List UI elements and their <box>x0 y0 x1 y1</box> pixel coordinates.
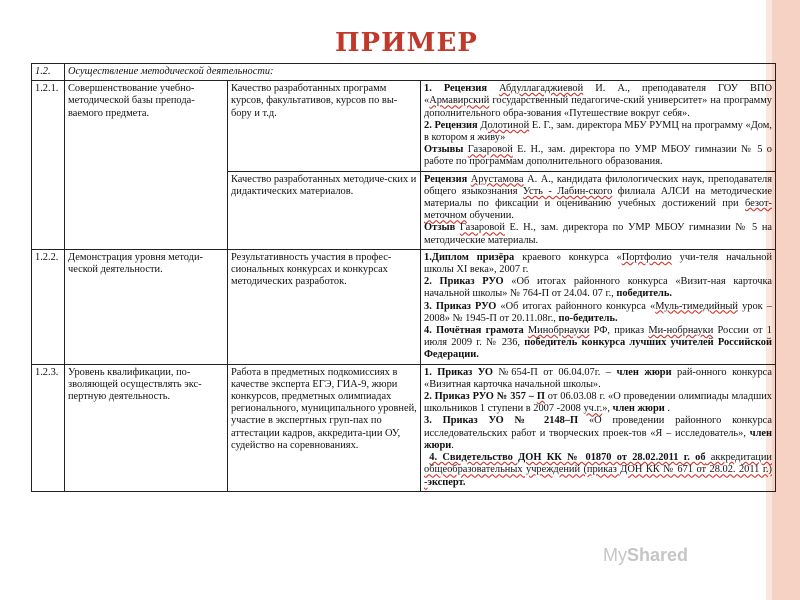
section-header-row <box>32 64 776 81</box>
indicator-cell: Качество разработанных методиче-ских и дидактических материалов. <box>228 171 421 249</box>
criterion-cell: Демонстрация уровня методи-ческой деятельности. <box>65 249 228 364</box>
criterion-cell: Уровень квалификации, по-зволяющей осуществлять экс-пертную деятельность. <box>65 364 228 491</box>
indicator-cell: Результативность участия в профес-сиональных конкурсах и конкурсах методических разработок. <box>228 249 421 364</box>
evidence-item: 1. Рецензия Абдуллагаджиевой И. А., преподавателя ГОУ ВПО «Армавирский государственный педагогиче-ский университет» на программу дополнительного обра-зования «Путешествие вокруг себя». <box>424 83 772 119</box>
evidence-item: 1.Диплом призёра краевого конкурса «Портфолио учи-теля начальной школы XI века», 2007 г. <box>424 251 773 276</box>
evidence-item: 4. Свидетельство ДОН КК № 01870 от 28.02.2011 г. об аккредитации общеобразовательных учреждений (приказ ДОН КК № 671 от 28.02. 2011 г.) -эксперт. <box>424 452 772 488</box>
evidence-item: Отзыв Газаровой Е. Н., зам. директора по УМР МБОУ гимназии № 5 на методические материалы. <box>424 222 772 246</box>
row-number: 1.2.2. <box>32 249 65 364</box>
methodology-table <box>31 63 776 492</box>
evidence-item: 2. Рецензия Долотиной Е. Г., зам. директора МБУ РУМЦ на программу «Дом, в котором я живу» <box>424 119 772 144</box>
row-number: 1.2.1. <box>32 81 65 250</box>
evidence-item: 2. Приказ РУО № 357 – П от 06.03.08 г. «О проведении олимпиады младших школьников 1 ступени в 2007 -2008 уч.г.», член жюри . <box>424 391 772 415</box>
section-title: Осуществление методической деятельности: <box>65 64 776 81</box>
watermark-logo: MyShared <box>603 545 689 565</box>
table-row <box>32 364 776 491</box>
evidence-item: Отзывы Газаровой Е. Н., зам. директора по УМР МБОУ гимназии № 5 о работе по программам дополнительного образования. <box>424 144 772 168</box>
evidence-cell <box>421 171 776 249</box>
evidence-item: Рецензия Арустамова А. А., кандидата филологических наук, преподавателя общего языкознания Усть - Лабин-ского филиала АЛСИ на методические материалы по фиксации и оцениванию учебных достижений при безот-меточном обучении. <box>424 173 772 222</box>
evidence-cell <box>421 81 776 171</box>
evidence-cell <box>421 364 776 491</box>
evidence-item: 1. Приказ УО №654-П от 06.04.07г. – член жюри рай-онного конкурса «Визитная карточка начальной школы». <box>424 366 772 390</box>
evidence-item: 4. Почётная грамота Минобрнауки РФ, приказ Ми-нобрнауки России от 1 июля 2009 г. № 236, победитель конкурса лучших учителей Российской Федерации. <box>424 325 772 361</box>
decorative-stripe-outer <box>772 0 800 600</box>
table-row <box>32 81 776 171</box>
slide-title: ПРИМЕР <box>335 28 478 58</box>
evidence-item: 3. Приказ УО № 2148–П «О проведении районного конкурса исследовательских работ и творческих проек-тов «Я – исследователь», член жюри. <box>424 415 773 451</box>
table-row <box>32 249 776 364</box>
indicator-cell: Работа в предметных подкомиссиях в качестве эксперта ЕГЭ, ГИА-9, жюри конкурсов, предметных олимпиадах регионального, муниципального уровней, участие в экспертных груп-пах по аттестации кадров, аккредита-ции ОУ, судейство на соревнованиях. <box>228 364 421 491</box>
criterion-cell: Совершенствование учебно-методической базы препода-ваемого предмета. <box>65 81 228 250</box>
indicator-cell: Качество разработанных программ курсов, факультативов, курсов по вы-бору и т.д. <box>228 81 421 171</box>
row-number: 1.2.3. <box>32 364 65 491</box>
evidence-item: 3. Приказ РУО «Об итогах районного конкурса «Муль-тимедийный урок – 2008» № 1945-П от 20.11.08г., по-бедитель. <box>424 300 772 324</box>
section-number: 1.2. <box>32 64 65 81</box>
evidence-item: 2. Приказ РУО «Об итогах районного конкурса «Визит-ная карточка начальной школы» № 764-П от 24.04. 07 г., победитель. <box>424 276 772 300</box>
evidence-cell <box>421 249 776 364</box>
